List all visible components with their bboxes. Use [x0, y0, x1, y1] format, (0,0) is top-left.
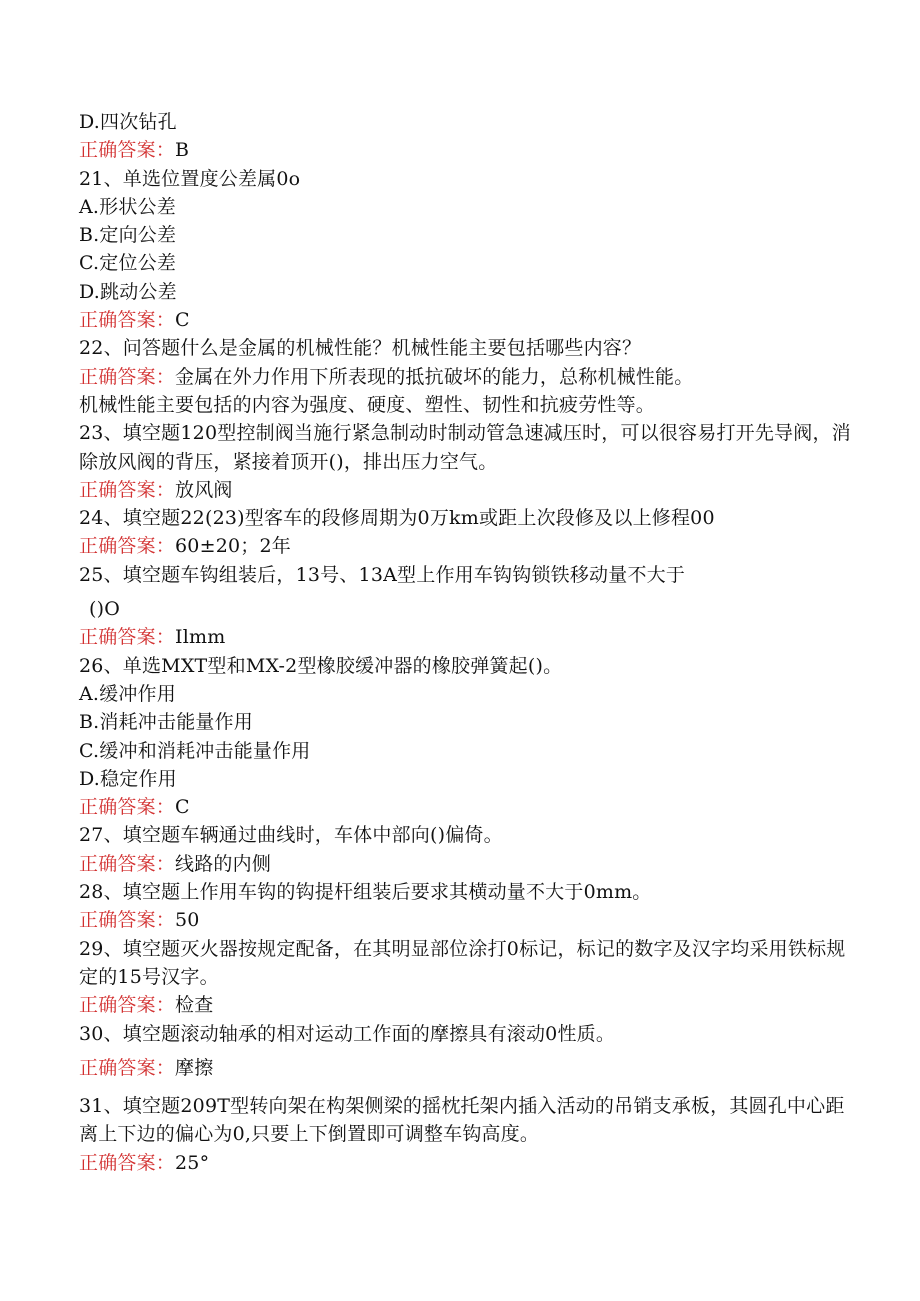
question-25: 25、填空题车钩组装后，13号、13A型上作用车钩钩锁铁移动量不大于	[79, 563, 686, 586]
answer-value: 放风阀	[175, 478, 233, 501]
answer-line	[79, 1149, 859, 1177]
answer-value: 60±20；2年	[175, 535, 291, 558]
option-b: B.消耗冲击能量作用	[79, 711, 254, 734]
option-b: B.定向公差	[79, 224, 177, 247]
answer-line	[79, 623, 859, 651]
option-d: D.跳动公差	[79, 280, 177, 303]
answer-label: 正确答案：	[79, 852, 176, 875]
question-31: 31、填空题209T型转向架在构架侧梁的摇枕托架内插入活动的吊销支承板，其圆孔中心距离上下边的偏心为0,只要上下倒置即可调整车钩高度。	[79, 1095, 845, 1146]
answer-line	[79, 850, 859, 878]
question-29: 29、填空题灭火器按规定配备，在其明显部位涂打0标记，标记的数字及汉字均采用铁标规定的15号汉字。	[79, 937, 846, 988]
question-23: 23、填空题120型控制阀当施行紧急制动时制动管急速减压时，可以很容易打开先导阀，消除放风阀的背压，紧接着顶开()，排出压力空气。	[79, 422, 851, 473]
answer-value: 摩擦	[175, 1056, 214, 1079]
question-21: 21、单选位置度公差属0o	[79, 167, 301, 190]
answer-label: 正确答案：	[79, 1151, 176, 1174]
question-30: 30、填空题滚动轴承的相对运动工作面的摩擦具有滚动0性质。	[79, 1022, 616, 1045]
question-28: 28、填空题上作用车钩的钩提杆组装后要求其横动量不大于0mm。	[79, 881, 652, 904]
answer-label: 正确答案：	[79, 309, 176, 332]
answer-value: 线路的内侧	[175, 852, 272, 875]
option-a: A.缓冲作用	[79, 682, 176, 705]
question-24: 24、填空题22(23)型客车的段修周期为0万km或距上次段修及以上修程00	[79, 507, 715, 530]
answer-label: 正确答案：	[79, 909, 176, 932]
answer-line	[79, 363, 859, 391]
option-d: D.四次钻孔	[79, 111, 177, 133]
answer-value: Ilmm	[175, 626, 226, 649]
answer-label: 正确答案：	[79, 535, 176, 558]
answer-value: B	[175, 139, 190, 162]
question-25-continuation: ()O	[89, 598, 121, 621]
question-26: 26、单选MXT型和MX-2型橡胶缓冲器的橡胶弹簧起()。	[79, 654, 563, 677]
answer-value: 25°	[175, 1151, 210, 1174]
answer-label: 正确答案：	[79, 365, 176, 388]
answer-label: 正确答案：	[79, 994, 176, 1017]
answer-continuation: 机械性能主要包括的内容为强度、硬度、塑性、韧性和抗疲劳性等。	[79, 393, 656, 416]
answer-line	[79, 532, 859, 560]
answer-label: 正确答案：	[79, 1056, 176, 1079]
answer-line	[79, 793, 859, 821]
answer-label: 正确答案：	[79, 478, 176, 501]
answer-value: 检查	[175, 994, 214, 1017]
option-a: A.形状公差	[79, 195, 176, 218]
answer-value: C	[175, 796, 190, 819]
question-22: 22、问答题什么是金属的机械性能？机械性能主要包括哪些内容？	[79, 337, 642, 360]
answer-line	[79, 906, 859, 934]
answer-line	[79, 991, 859, 1019]
answer-value: C	[175, 309, 190, 332]
option-c: C.定位公差	[79, 252, 177, 275]
answer-label: 正确答案：	[79, 796, 176, 819]
option-d: D.稳定作用	[79, 767, 177, 790]
answer-line	[79, 1054, 859, 1082]
question-27: 27、填空题车辆通过曲线时，车体中部向()偏倚。	[79, 824, 503, 847]
answer-value: 金属在外力作用下所表现的抵抗破坏的能力，总称机械性能。	[175, 365, 694, 388]
answer-line	[79, 136, 859, 164]
answer-value: 50	[175, 909, 200, 932]
answer-line	[79, 476, 859, 504]
option-c: C.缓冲和消耗冲击能量作用	[79, 739, 311, 762]
answer-label: 正确答案：	[79, 139, 176, 162]
answer-label: 正确答案：	[79, 626, 176, 649]
document-content	[79, 108, 859, 1177]
answer-line	[79, 306, 859, 334]
